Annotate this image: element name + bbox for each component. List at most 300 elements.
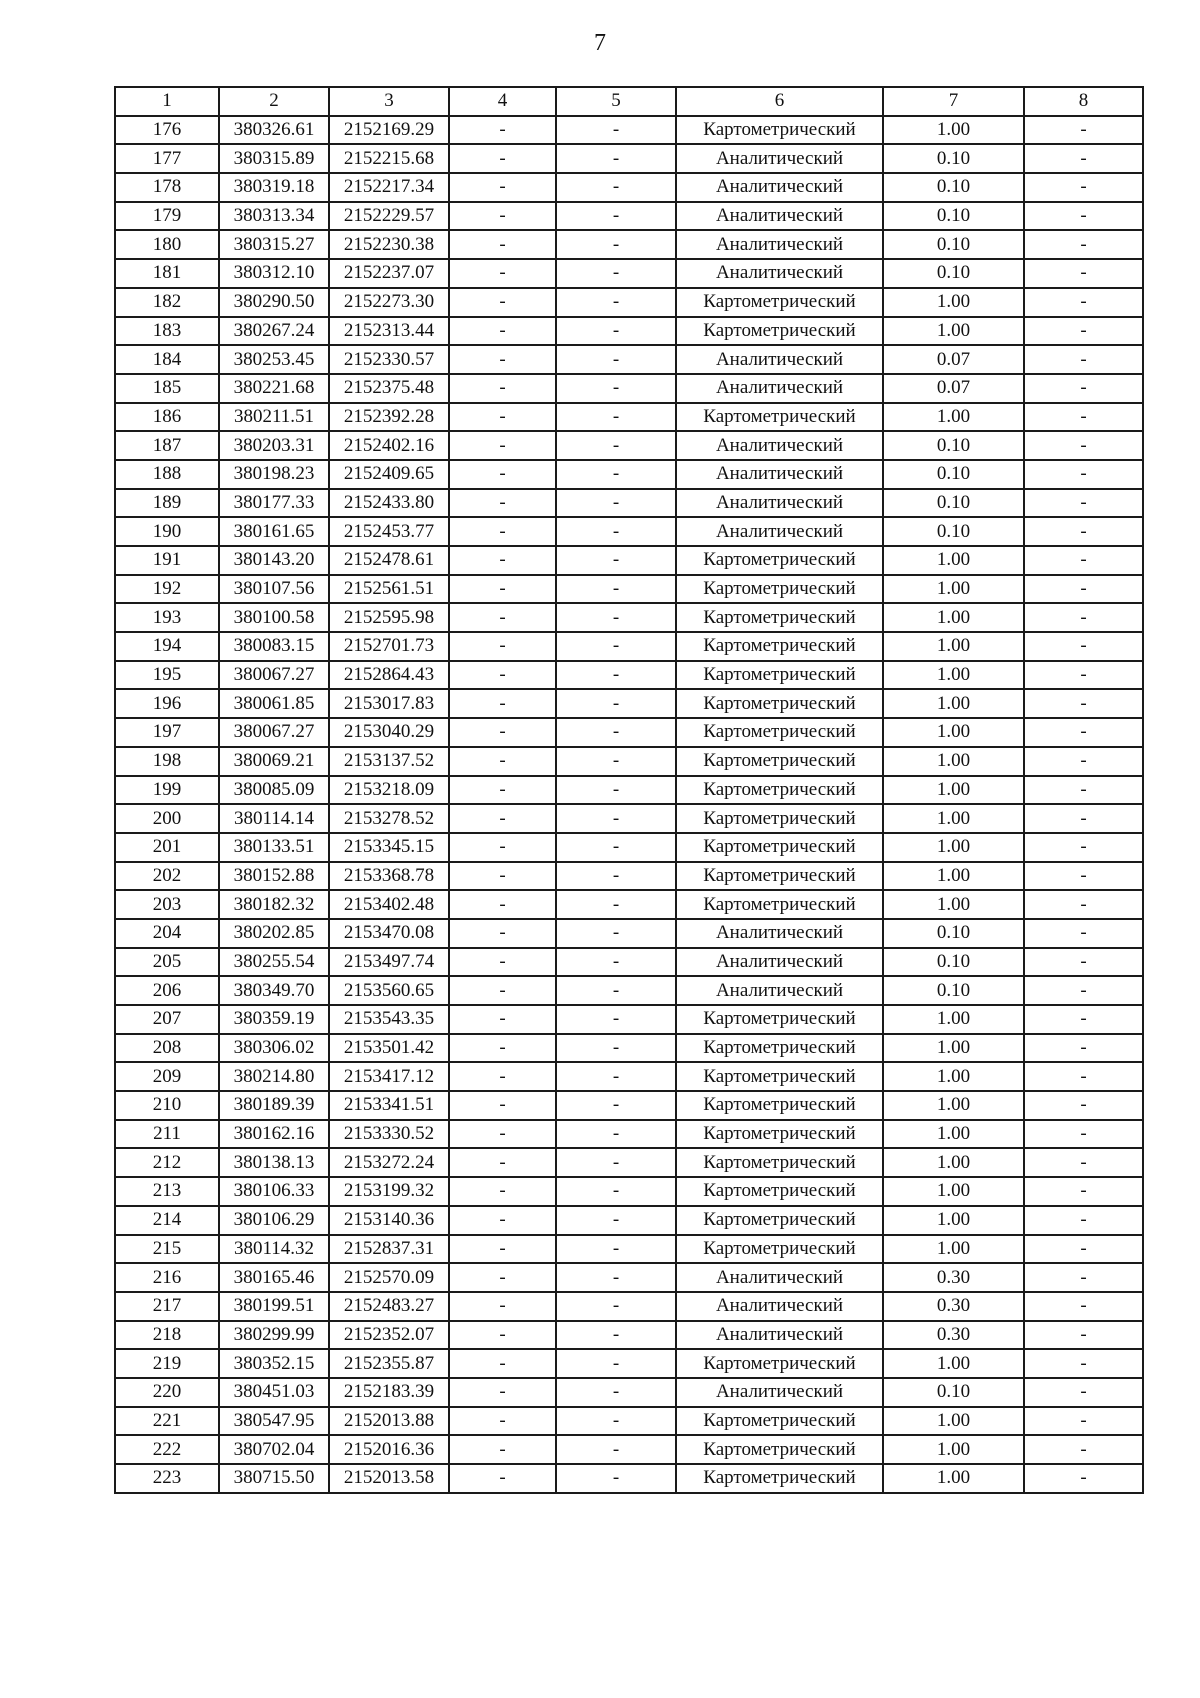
cell-accuracy: 1.00 xyxy=(883,1091,1024,1120)
cell-method: Картометрический xyxy=(676,1062,883,1091)
cell-method: Картометрический xyxy=(676,1148,883,1177)
cell-col-8: - xyxy=(1024,1349,1143,1378)
cell-point-number: 186 xyxy=(115,403,219,432)
cell-coord-x: 380199.51 xyxy=(219,1292,329,1321)
cell-col-4: - xyxy=(449,403,556,432)
cell-coord-y: 2153040.29 xyxy=(329,718,449,747)
cell-coord-y: 2152273.30 xyxy=(329,288,449,317)
cell-coord-x: 380165.46 xyxy=(219,1263,329,1292)
cell-accuracy: 1.00 xyxy=(883,632,1024,661)
cell-coord-y: 2152478.61 xyxy=(329,546,449,575)
cell-coord-y: 2152183.39 xyxy=(329,1378,449,1407)
cell-col-4: - xyxy=(449,1034,556,1063)
cell-col-4: - xyxy=(449,489,556,518)
cell-point-number: 221 xyxy=(115,1407,219,1436)
table-row xyxy=(115,1378,1143,1407)
cell-coord-x: 380114.14 xyxy=(219,804,329,833)
cell-coord-y: 2152237.07 xyxy=(329,259,449,288)
table-row xyxy=(115,804,1143,833)
cell-coord-x: 380106.33 xyxy=(219,1177,329,1206)
cell-coord-x: 380359.19 xyxy=(219,1005,329,1034)
cell-point-number: 215 xyxy=(115,1235,219,1264)
cell-col-5: - xyxy=(556,804,676,833)
table-row xyxy=(115,517,1143,546)
cell-point-number: 194 xyxy=(115,632,219,661)
cell-col-5: - xyxy=(556,661,676,690)
cell-coord-y: 2153218.09 xyxy=(329,776,449,805)
cell-point-number: 192 xyxy=(115,575,219,604)
cell-coord-x: 380255.54 xyxy=(219,948,329,977)
cell-accuracy: 1.00 xyxy=(883,403,1024,432)
cell-coord-y: 2153140.36 xyxy=(329,1206,449,1235)
header-cell: 7 xyxy=(883,87,1024,116)
cell-col-8: - xyxy=(1024,374,1143,403)
cell-col-5: - xyxy=(556,1177,676,1206)
cell-col-5: - xyxy=(556,116,676,145)
cell-coord-x: 380133.51 xyxy=(219,833,329,862)
cell-coord-y: 2152217.34 xyxy=(329,173,449,202)
table-row xyxy=(115,890,1143,919)
cell-col-5: - xyxy=(556,1148,676,1177)
table-row xyxy=(115,1091,1143,1120)
table-row xyxy=(115,1321,1143,1350)
cell-coord-x: 380161.65 xyxy=(219,517,329,546)
cell-method: Аналитический xyxy=(676,1378,883,1407)
cell-coord-y: 2153470.08 xyxy=(329,919,449,948)
cell-point-number: 189 xyxy=(115,489,219,518)
cell-method: Аналитический xyxy=(676,1321,883,1350)
cell-point-number: 217 xyxy=(115,1292,219,1321)
cell-point-number: 201 xyxy=(115,833,219,862)
cell-coord-x: 380067.27 xyxy=(219,718,329,747)
cell-col-5: - xyxy=(556,1464,676,1493)
cell-col-4: - xyxy=(449,919,556,948)
table-row xyxy=(115,1177,1143,1206)
cell-col-4: - xyxy=(449,1292,556,1321)
cell-method: Аналитический xyxy=(676,144,883,173)
cell-col-5: - xyxy=(556,776,676,805)
cell-point-number: 212 xyxy=(115,1148,219,1177)
cell-col-8: - xyxy=(1024,1206,1143,1235)
cell-col-8: - xyxy=(1024,1120,1143,1149)
cell-coord-y: 2153278.52 xyxy=(329,804,449,833)
cell-point-number: 214 xyxy=(115,1206,219,1235)
cell-accuracy: 1.00 xyxy=(883,776,1024,805)
cell-col-5: - xyxy=(556,1091,676,1120)
cell-col-8: - xyxy=(1024,1321,1143,1350)
cell-col-8: - xyxy=(1024,1091,1143,1120)
cell-accuracy: 0.10 xyxy=(883,431,1024,460)
cell-coord-y: 2152375.48 xyxy=(329,374,449,403)
cell-coord-x: 380069.21 xyxy=(219,747,329,776)
cell-accuracy: 0.30 xyxy=(883,1321,1024,1350)
cell-col-5: - xyxy=(556,1321,676,1350)
cell-col-5: - xyxy=(556,259,676,288)
cell-coord-x: 380290.50 xyxy=(219,288,329,317)
cell-point-number: 182 xyxy=(115,288,219,317)
cell-coord-x: 380203.31 xyxy=(219,431,329,460)
cell-col-8: - xyxy=(1024,116,1143,145)
cell-coord-x: 380349.70 xyxy=(219,976,329,1005)
cell-coord-y: 2152313.44 xyxy=(329,317,449,346)
cell-point-number: 177 xyxy=(115,144,219,173)
cell-accuracy: 1.00 xyxy=(883,1120,1024,1149)
cell-coord-y: 2152701.73 xyxy=(329,632,449,661)
cell-col-4: - xyxy=(449,833,556,862)
cell-col-4: - xyxy=(449,517,556,546)
cell-coord-x: 380313.34 xyxy=(219,202,329,231)
table-row xyxy=(115,259,1143,288)
cell-coord-y: 2153137.52 xyxy=(329,747,449,776)
cell-coord-x: 380299.99 xyxy=(219,1321,329,1350)
cell-coord-x: 380100.58 xyxy=(219,603,329,632)
cell-coord-y: 2152215.68 xyxy=(329,144,449,173)
cell-col-8: - xyxy=(1024,948,1143,977)
cell-coord-x: 380326.61 xyxy=(219,116,329,145)
cell-coord-x: 380083.15 xyxy=(219,632,329,661)
cell-coord-x: 380451.03 xyxy=(219,1378,329,1407)
cell-method: Аналитический xyxy=(676,173,883,202)
cell-point-number: 219 xyxy=(115,1349,219,1378)
cell-method: Картометрический xyxy=(676,1005,883,1034)
cell-method: Картометрический xyxy=(676,862,883,891)
cell-method: Аналитический xyxy=(676,919,883,948)
cell-coord-y: 2152330.57 xyxy=(329,345,449,374)
cell-method: Аналитический xyxy=(676,517,883,546)
cell-point-number: 204 xyxy=(115,919,219,948)
cell-method: Картометрический xyxy=(676,661,883,690)
cell-point-number: 191 xyxy=(115,546,219,575)
cell-accuracy: 0.30 xyxy=(883,1263,1024,1292)
cell-method: Картометрический xyxy=(676,546,883,575)
cell-point-number: 210 xyxy=(115,1091,219,1120)
table-row xyxy=(115,288,1143,317)
table-row xyxy=(115,144,1143,173)
cell-accuracy: 0.10 xyxy=(883,173,1024,202)
cell-method: Картометрический xyxy=(676,288,883,317)
cell-col-5: - xyxy=(556,1435,676,1464)
cell-col-4: - xyxy=(449,689,556,718)
header-cell: 3 xyxy=(329,87,449,116)
cell-col-4: - xyxy=(449,632,556,661)
cell-col-4: - xyxy=(449,948,556,977)
cell-point-number: 178 xyxy=(115,173,219,202)
cell-method: Картометрический xyxy=(676,776,883,805)
cell-accuracy: 1.00 xyxy=(883,546,1024,575)
cell-col-4: - xyxy=(449,976,556,1005)
cell-coord-y: 2152352.07 xyxy=(329,1321,449,1350)
cell-col-8: - xyxy=(1024,517,1143,546)
cell-col-4: - xyxy=(449,202,556,231)
table-row xyxy=(115,1407,1143,1436)
cell-col-8: - xyxy=(1024,489,1143,518)
cell-accuracy: 1.00 xyxy=(883,890,1024,919)
cell-point-number: 193 xyxy=(115,603,219,632)
cell-accuracy: 0.10 xyxy=(883,460,1024,489)
table-row xyxy=(115,1206,1143,1235)
cell-col-4: - xyxy=(449,374,556,403)
cell-col-4: - xyxy=(449,1435,556,1464)
cell-point-number: 213 xyxy=(115,1177,219,1206)
cell-coord-y: 2152864.43 xyxy=(329,661,449,690)
cell-method: Картометрический xyxy=(676,632,883,661)
cell-coord-x: 380312.10 xyxy=(219,259,329,288)
cell-accuracy: 1.00 xyxy=(883,833,1024,862)
cell-col-4: - xyxy=(449,804,556,833)
cell-coord-y: 2152392.28 xyxy=(329,403,449,432)
cell-coord-y: 2153330.52 xyxy=(329,1120,449,1149)
cell-method: Картометрический xyxy=(676,1435,883,1464)
cell-coord-y: 2152837.31 xyxy=(329,1235,449,1264)
cell-col-8: - xyxy=(1024,661,1143,690)
cell-col-5: - xyxy=(556,1378,676,1407)
cell-method: Аналитический xyxy=(676,431,883,460)
cell-col-5: - xyxy=(556,288,676,317)
cell-accuracy: 0.10 xyxy=(883,976,1024,1005)
cell-method: Картометрический xyxy=(676,747,883,776)
table-row xyxy=(115,403,1143,432)
cell-point-number: 202 xyxy=(115,862,219,891)
cell-method: Картометрический xyxy=(676,1464,883,1493)
cell-col-8: - xyxy=(1024,317,1143,346)
cell-coord-x: 380306.02 xyxy=(219,1034,329,1063)
cell-method: Картометрический xyxy=(676,116,883,145)
cell-method: Аналитический xyxy=(676,374,883,403)
cell-method: Аналитический xyxy=(676,345,883,374)
cell-point-number: 207 xyxy=(115,1005,219,1034)
cell-method: Картометрический xyxy=(676,1206,883,1235)
cell-point-number: 220 xyxy=(115,1378,219,1407)
cell-coord-x: 380189.39 xyxy=(219,1091,329,1120)
cell-coord-y: 2152013.58 xyxy=(329,1464,449,1493)
cell-method: Картометрический xyxy=(676,403,883,432)
cell-col-8: - xyxy=(1024,345,1143,374)
cell-coord-y: 2152483.27 xyxy=(329,1292,449,1321)
cell-col-5: - xyxy=(556,403,676,432)
cell-col-8: - xyxy=(1024,919,1143,948)
cell-accuracy: 1.00 xyxy=(883,1034,1024,1063)
cell-coord-x: 380182.32 xyxy=(219,890,329,919)
table-row xyxy=(115,374,1143,403)
cell-method: Аналитический xyxy=(676,1263,883,1292)
cell-method: Картометрический xyxy=(676,890,883,919)
cell-col-8: - xyxy=(1024,1005,1143,1034)
cell-point-number: 200 xyxy=(115,804,219,833)
table-row xyxy=(115,661,1143,690)
cell-point-number: 176 xyxy=(115,116,219,145)
cell-col-5: - xyxy=(556,1062,676,1091)
page-number: 7 xyxy=(594,30,606,56)
cell-coord-x: 380162.16 xyxy=(219,1120,329,1149)
cell-col-4: - xyxy=(449,862,556,891)
table-row xyxy=(115,919,1143,948)
cell-point-number: 199 xyxy=(115,776,219,805)
cell-accuracy: 1.00 xyxy=(883,1148,1024,1177)
cell-accuracy: 0.10 xyxy=(883,1378,1024,1407)
cell-method: Аналитический xyxy=(676,948,883,977)
cell-point-number: 209 xyxy=(115,1062,219,1091)
cell-coord-x: 380067.27 xyxy=(219,661,329,690)
cell-point-number: 203 xyxy=(115,890,219,919)
cell-accuracy: 1.00 xyxy=(883,689,1024,718)
table-row xyxy=(115,747,1143,776)
cell-col-8: - xyxy=(1024,288,1143,317)
cell-method: Картометрический xyxy=(676,317,883,346)
cell-col-4: - xyxy=(449,317,556,346)
table-row xyxy=(115,862,1143,891)
cell-coord-x: 380114.32 xyxy=(219,1235,329,1264)
cell-col-5: - xyxy=(556,603,676,632)
table-row xyxy=(115,603,1143,632)
cell-col-8: - xyxy=(1024,1378,1143,1407)
cell-method: Картометрический xyxy=(676,1034,883,1063)
header-cell: 1 xyxy=(115,87,219,116)
cell-col-5: - xyxy=(556,460,676,489)
cell-col-4: - xyxy=(449,1005,556,1034)
cell-coord-y: 2152409.65 xyxy=(329,460,449,489)
table-row xyxy=(115,1349,1143,1378)
cell-method: Аналитический xyxy=(676,1292,883,1321)
table-row xyxy=(115,546,1143,575)
cell-col-5: - xyxy=(556,202,676,231)
cell-coord-y: 2152229.57 xyxy=(329,202,449,231)
cell-coord-y: 2152355.87 xyxy=(329,1349,449,1378)
cell-col-8: - xyxy=(1024,689,1143,718)
cell-col-5: - xyxy=(556,1407,676,1436)
cell-coord-x: 380319.18 xyxy=(219,173,329,202)
cell-col-4: - xyxy=(449,173,556,202)
cell-coord-y: 2153501.42 xyxy=(329,1034,449,1063)
cell-coord-x: 380221.68 xyxy=(219,374,329,403)
cell-coord-x: 380547.95 xyxy=(219,1407,329,1436)
cell-coord-y: 2153402.48 xyxy=(329,890,449,919)
cell-method: Картометрический xyxy=(676,603,883,632)
cell-coord-x: 380253.45 xyxy=(219,345,329,374)
cell-coord-y: 2152013.88 xyxy=(329,1407,449,1436)
cell-col-4: - xyxy=(449,1407,556,1436)
cell-accuracy: 1.00 xyxy=(883,1235,1024,1264)
cell-col-8: - xyxy=(1024,747,1143,776)
cell-col-8: - xyxy=(1024,776,1143,805)
cell-method: Картометрический xyxy=(676,1235,883,1264)
cell-col-4: - xyxy=(449,747,556,776)
cell-col-4: - xyxy=(449,718,556,747)
cell-coord-y: 2152016.36 xyxy=(329,1435,449,1464)
cell-col-8: - xyxy=(1024,1435,1143,1464)
cell-point-number: 206 xyxy=(115,976,219,1005)
cell-accuracy: 0.10 xyxy=(883,489,1024,518)
cell-coord-x: 380061.85 xyxy=(219,689,329,718)
table-row xyxy=(115,689,1143,718)
cell-col-4: - xyxy=(449,259,556,288)
cell-coord-y: 2153199.32 xyxy=(329,1177,449,1206)
cell-col-4: - xyxy=(449,1321,556,1350)
cell-method: Аналитический xyxy=(676,976,883,1005)
cell-accuracy: 1.00 xyxy=(883,575,1024,604)
cell-col-5: - xyxy=(556,575,676,604)
cell-accuracy: 0.10 xyxy=(883,144,1024,173)
cell-accuracy: 1.00 xyxy=(883,1206,1024,1235)
cell-col-4: - xyxy=(449,1206,556,1235)
cell-col-4: - xyxy=(449,144,556,173)
cell-coord-y: 2152595.98 xyxy=(329,603,449,632)
header-cell: 4 xyxy=(449,87,556,116)
cell-method: Картометрический xyxy=(676,1120,883,1149)
cell-coord-y: 2153417.12 xyxy=(329,1062,449,1091)
cell-col-8: - xyxy=(1024,1292,1143,1321)
cell-col-4: - xyxy=(449,776,556,805)
cell-coord-x: 380267.24 xyxy=(219,317,329,346)
cell-coord-x: 380152.88 xyxy=(219,862,329,891)
header-cell: 5 xyxy=(556,87,676,116)
cell-accuracy: 0.10 xyxy=(883,517,1024,546)
cell-col-5: - xyxy=(556,1235,676,1264)
cell-col-8: - xyxy=(1024,718,1143,747)
cell-col-8: - xyxy=(1024,575,1143,604)
cell-coord-y: 2152402.16 xyxy=(329,431,449,460)
cell-accuracy: 0.30 xyxy=(883,1292,1024,1321)
cell-col-8: - xyxy=(1024,1407,1143,1436)
cell-accuracy: 0.10 xyxy=(883,202,1024,231)
cell-coord-y: 2153341.51 xyxy=(329,1091,449,1120)
cell-coord-x: 380143.20 xyxy=(219,546,329,575)
cell-col-4: - xyxy=(449,890,556,919)
cell-accuracy: 0.10 xyxy=(883,919,1024,948)
cell-col-5: - xyxy=(556,1120,676,1149)
cell-accuracy: 0.10 xyxy=(883,230,1024,259)
cell-col-8: - xyxy=(1024,1177,1143,1206)
cell-col-4: - xyxy=(449,230,556,259)
cell-col-5: - xyxy=(556,173,676,202)
table-row xyxy=(115,1292,1143,1321)
cell-col-4: - xyxy=(449,1235,556,1264)
table-row xyxy=(115,776,1143,805)
cell-method: Картометрический xyxy=(676,575,883,604)
table-row xyxy=(115,1435,1143,1464)
cell-col-8: - xyxy=(1024,862,1143,891)
cell-accuracy: 1.00 xyxy=(883,1177,1024,1206)
cell-coord-y: 2152433.80 xyxy=(329,489,449,518)
header-row xyxy=(115,87,1143,116)
cell-point-number: 205 xyxy=(115,948,219,977)
cell-coord-x: 380315.27 xyxy=(219,230,329,259)
cell-point-number: 184 xyxy=(115,345,219,374)
cell-col-5: - xyxy=(556,1034,676,1063)
cell-coord-x: 380352.15 xyxy=(219,1349,329,1378)
cell-point-number: 195 xyxy=(115,661,219,690)
cell-col-5: - xyxy=(556,517,676,546)
cell-col-5: - xyxy=(556,1206,676,1235)
cell-method: Картометрический xyxy=(676,1177,883,1206)
cell-method: Картометрический xyxy=(676,718,883,747)
cell-method: Картометрический xyxy=(676,689,883,718)
cell-method: Аналитический xyxy=(676,202,883,231)
cell-point-number: 190 xyxy=(115,517,219,546)
cell-method: Аналитический xyxy=(676,489,883,518)
cell-col-4: - xyxy=(449,1177,556,1206)
cell-coord-x: 380315.89 xyxy=(219,144,329,173)
cell-accuracy: 1.00 xyxy=(883,1464,1024,1493)
cell-coord-y: 2153560.65 xyxy=(329,976,449,1005)
cell-col-4: - xyxy=(449,345,556,374)
cell-point-number: 196 xyxy=(115,689,219,718)
cell-col-8: - xyxy=(1024,403,1143,432)
table-row xyxy=(115,230,1143,259)
cell-col-4: - xyxy=(449,1263,556,1292)
cell-accuracy: 1.00 xyxy=(883,317,1024,346)
cell-coord-x: 380198.23 xyxy=(219,460,329,489)
header-cell: 8 xyxy=(1024,87,1143,116)
